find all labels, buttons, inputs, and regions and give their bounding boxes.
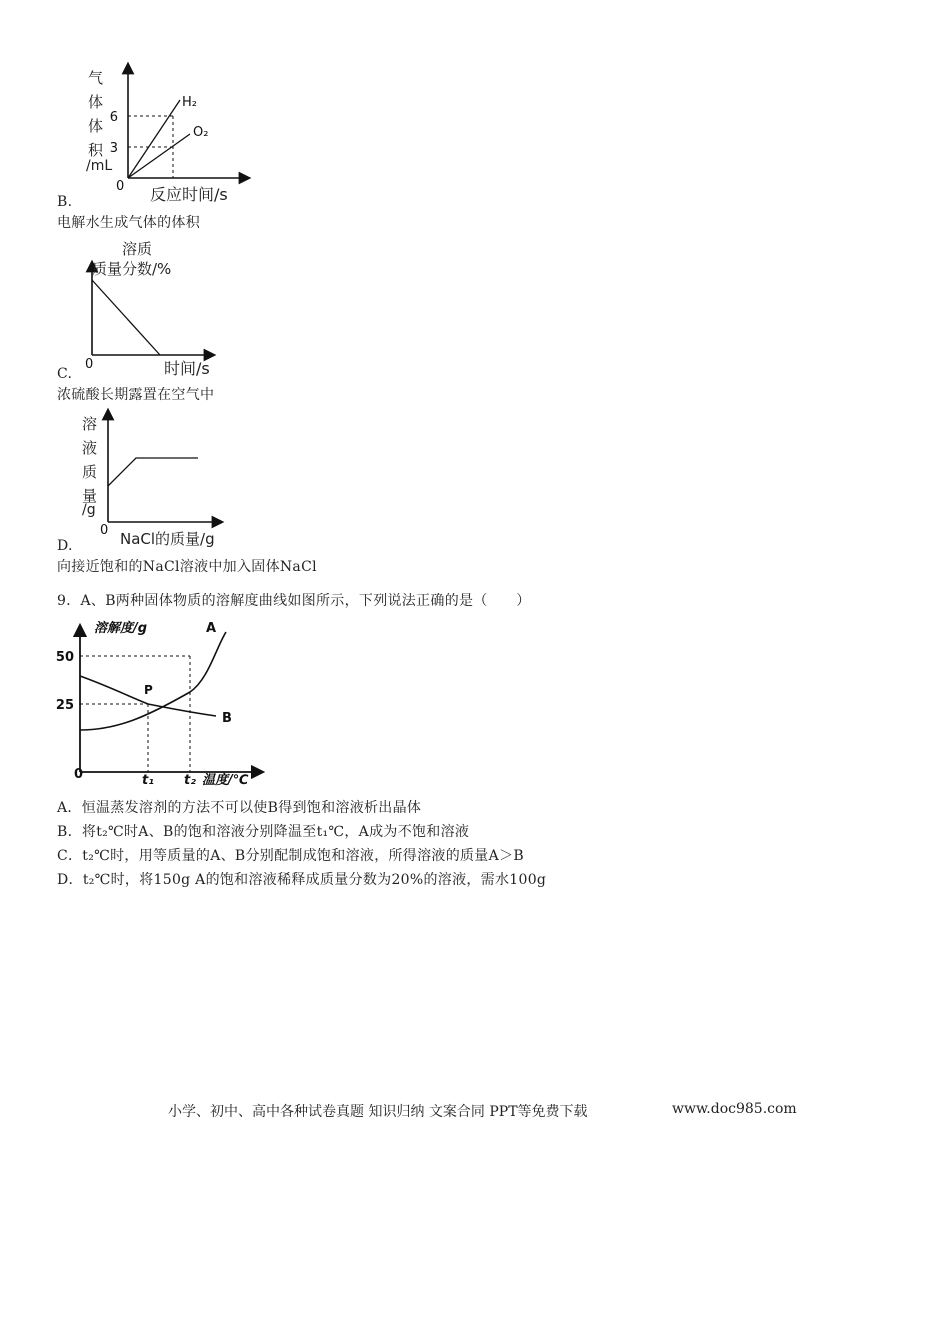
x-label: 温度/℃ [202,773,249,788]
x-label: 时间/s [164,359,210,378]
o2-label: O₂ [193,125,209,140]
y-char: 体 [88,117,104,135]
y-char: 液 [82,439,98,457]
graph-c [80,238,230,378]
option-b-caption: 电解水生成气体的体积 [57,215,200,231]
x-label: NaCl的质量/g [120,530,215,548]
question-9-stem: 9．A、B两种固体物质的溶解度曲线如图所示，下列说法正确的是（ ） [57,593,531,609]
option-c-caption: 浓硫酸长期露置在空气中 [57,387,215,403]
y-char: 质 [82,463,98,481]
curve-b-label: B [222,711,232,726]
tick-50: 50 [55,650,74,665]
h2-label: H₂ [182,95,197,110]
o2-line [128,134,190,178]
h2-line [128,100,180,178]
solubility-chart-svg [55,618,278,790]
graph-b [80,62,260,204]
tick-3: 3 [109,141,118,156]
curve-a-label: A [206,621,217,636]
y-char: 积 [88,141,104,159]
y-unit: /g [82,502,96,518]
solubility-chart [55,618,278,790]
tick-6: 6 [109,110,118,125]
y-char: 量 [82,487,98,505]
y-label-2: 质量分数/% [92,260,172,278]
origin: 0 [85,357,94,372]
question-9-option-a: A．恒温蒸发溶剂的方法不可以使B得到饱和溶液析出晶体 [57,800,422,816]
decline-line [92,280,160,355]
y-label [88,66,106,162]
footer-text: 小学、初中、高中各种试卷真题 知识归纳 文案合同 PPT等免费下载 [168,1104,588,1120]
option-c-letter: C. [57,366,73,382]
graph-d [80,410,240,550]
point-p-label: P [144,683,153,697]
y-char: 体 [88,93,104,111]
y-unit: /mL [86,158,113,174]
y-char: 气 [88,69,104,87]
tick-t1: t₁ [142,773,154,788]
y-label-1: 溶质 [122,240,153,258]
origin: 0 [116,179,125,194]
question-9-option-d: D．t₂℃时，将150g A的饱和溶液稀释成质量分数为20%的溶液，需水100g [57,872,547,888]
y-label [82,412,100,508]
y-label: 溶解度/g [94,621,148,636]
y-char: 溶 [82,415,98,433]
origin: 0 [74,767,84,782]
tick-25: 25 [55,698,74,713]
mass-line [108,458,198,486]
x-label: 反应时间/s [150,185,228,204]
tick-t2: t₂ [184,773,196,788]
curve-a [80,632,226,730]
origin: 0 [100,523,109,538]
option-d-letter: D. [57,538,73,554]
question-9-option-c: C．t₂℃时，用等质量的A、B分别配制成饱和溶液，所得溶液的质量A＞B [57,848,524,864]
option-d-caption: 向接近饱和的NaCl溶液中加入固体NaCl [57,559,317,575]
option-b-letter: B. [57,194,73,210]
footer-url[interactable]: www.doc985.com [672,1101,797,1117]
question-9-option-b: B．将t₂℃时A、B的饱和溶液分别降温至t₁℃，A成为不饱和溶液 [57,824,470,840]
